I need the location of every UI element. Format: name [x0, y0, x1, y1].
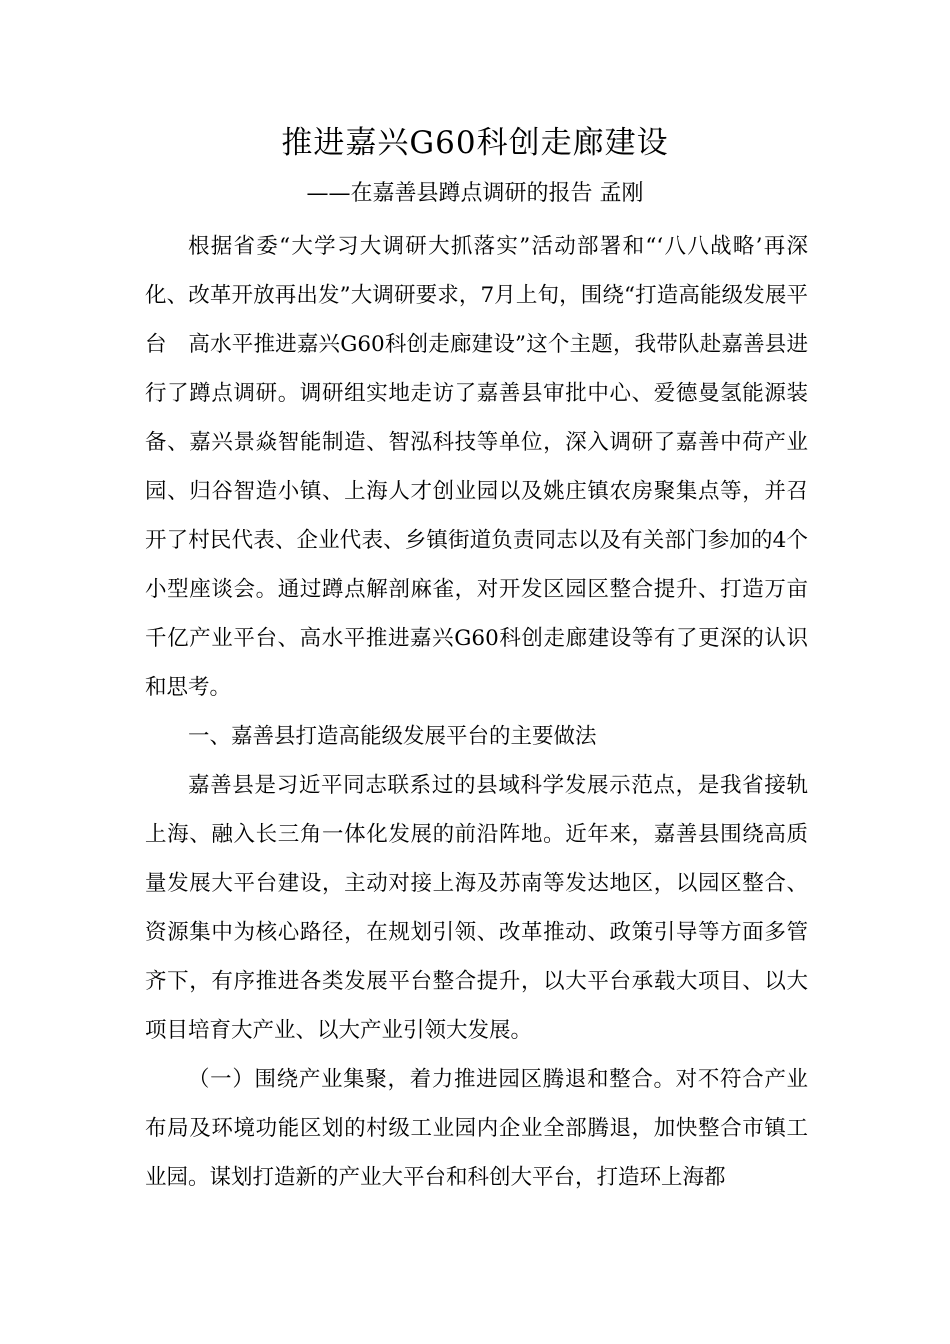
- paragraph-intro: 根据省委“大学习大调研大抓落实”活动部署和“‘八八战略’再深化、改革开放再出发”大调研要求，7月上旬，围绕“打造高能级发展平台 高水平推进嘉兴G60科创走廊建设”这个主题，我带队赴嘉善县进行了蹲点调研。调研组实地走访了嘉善县审批中心、爱德曼氢能源装备、嘉兴景焱智能制造、智泓科技等单位，深入调研了嘉善中荷产业园、归谷智造小镇、上海人才创业园以及姚庄镇农房聚集点等，并召开了村民代表、企业代表、乡镇街道负责同志以及有关部门参加的4个小型座谈会。通过蹲点解剖麻雀，对开发区园区整合提升、打造万亩千亿产业平台、高水平推进嘉兴G60科创走廊建设等有了更深的认识和思考。: [145, 234, 808, 700]
- document-body: [145, 222, 808, 1202]
- paragraph-section-1: 嘉善县是习近平同志联系过的县域科学发展示范点，是我省接轨上海、融入长三角一体化发展的前沿阵地。近年来，嘉善县围绕高质量发展大平台建设，主动对接上海及苏南等发达地区，以园区整合、资源集中为核心路径，在规划引领、改革推动、政策引导等方面多管齐下，有序推进各类发展平台整合提升，以大平台承载大项目、以大项目培育大产业、以大产业引领大发展。: [145, 773, 808, 1043]
- paragraph-subsection-1: （一）围绕产业集聚，着力推进园区腾退和整合。对不符合产业布局及环境功能区划的村级工业园内企业全部腾退，加快整合市镇工业园。谋划打造新的产业大平台和科创大平台，打造环上海都: [145, 1067, 808, 1190]
- document-subtitle: ——在嘉善县蹲点调研的报告 孟刚: [306, 181, 644, 206]
- document-title: 推进嘉兴G60科创走廊建设: [281, 125, 669, 161]
- section-heading-1: 一、嘉善县打造高能级发展平台的主要做法: [188, 724, 597, 749]
